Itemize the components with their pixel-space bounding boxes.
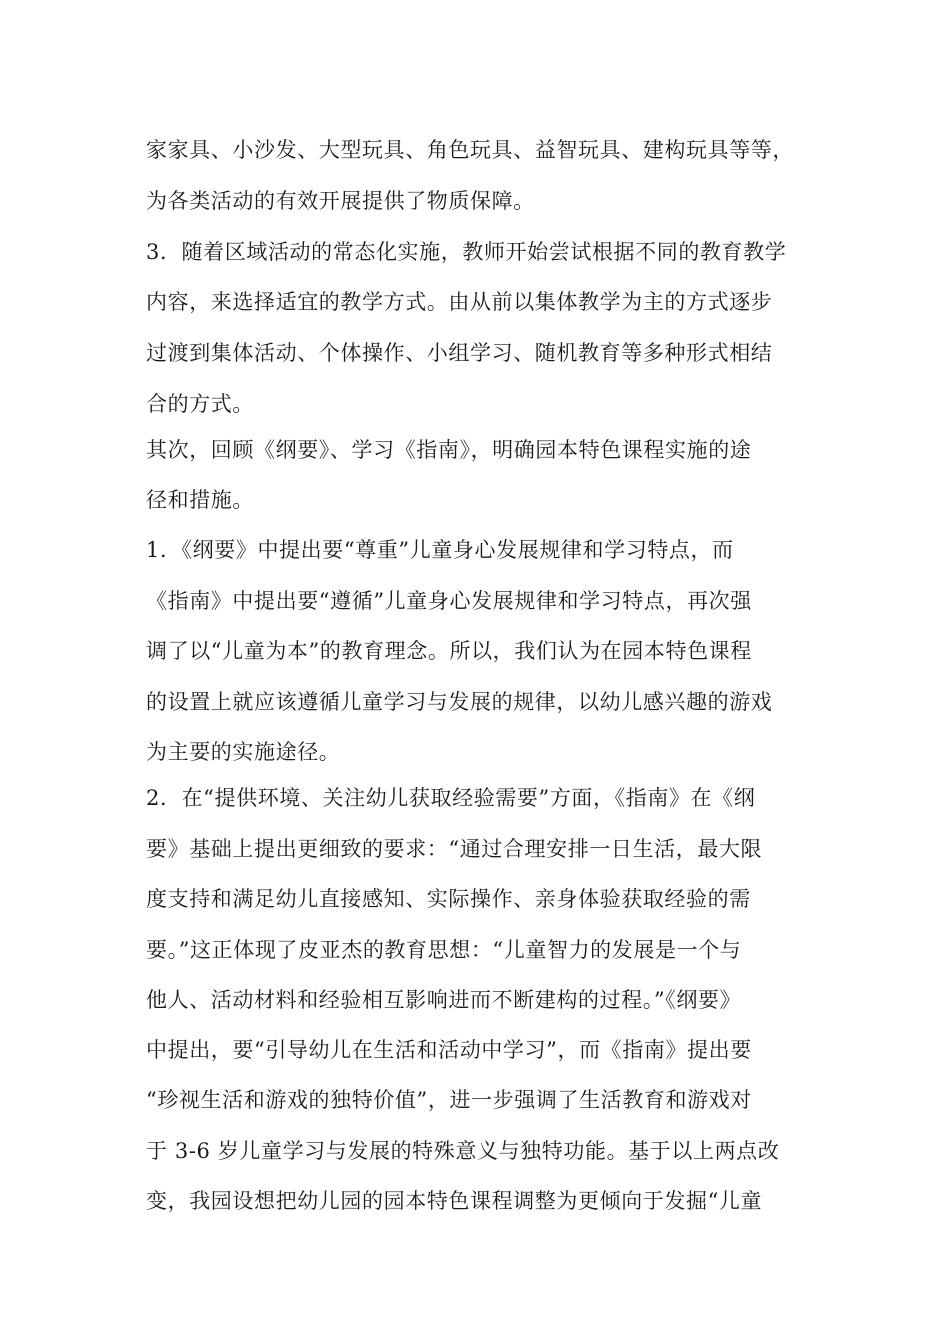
text-line: 中提出，要“引导幼儿在生活和活动中学习”，而《指南》提出要 xyxy=(146,1038,752,1062)
text-line: 度支持和满足幼儿直接感知、实际操作、亲身体验获取经验的需 xyxy=(146,887,751,911)
text-line: 于 3-6 岁儿童学习与发展的特殊意义与独特功能。基于以上两点改 xyxy=(146,1139,780,1163)
text-line: 合的方式。 xyxy=(146,392,254,416)
text-line: 他人、活动材料和经验相互影响进而不断建构的过程。”《纲要》 xyxy=(146,988,742,1012)
text-line: 3．随着区域活动的常态化实施，教师开始尝试根据不同的教育教学 xyxy=(146,240,787,264)
text-line: “珍视生活和游戏的独特价值”，进一步强调了生活教育和游戏对 xyxy=(146,1088,752,1112)
text-line: 调了以“儿童为本”的教育理念。所以，我们认为在园本特色课程 xyxy=(146,639,752,663)
text-line: 家家具、小沙发、大型玩具、角色玩具、益智玩具、建构玩具等等， xyxy=(146,138,794,162)
text-line: 《指南》中提出要“遵循”儿童身心发展规律和学习特点，再次强 xyxy=(146,589,752,613)
text-line: 径和措施。 xyxy=(146,488,254,512)
text-line: 1．《纲要》中提出要“尊重”儿童身心发展规律和学习特点，而 xyxy=(146,538,734,562)
text-line: 为主要的实施途径。 xyxy=(146,740,341,764)
text-line: 过渡到集体活动、个体操作、小组学习、随机教育等多种形式相结 xyxy=(146,341,773,365)
text-line: 内容，来选择适宜的教学方式。由从前以集体教学为主的方式逐步 xyxy=(146,290,773,314)
text-line: 变，我园设想把幼儿园的园本特色课程调整为更倾向于发掘“儿童 xyxy=(146,1189,763,1213)
text-line: 为各类活动的有效开展提供了物质保障。 xyxy=(146,189,535,213)
text-line: 要》基础上提出更细致的要求：“通过合理安排一日生活，最大限 xyxy=(146,837,763,861)
text-line: 要。”这正体现了皮亚杰的教育思想：“儿童智力的发展是一个与 xyxy=(146,938,742,962)
text-line: 2．在“提供环境、关注幼儿获取经验需要”方面，《指南》在《纲 xyxy=(146,786,756,810)
text-line: 其次，回顾《纲要》、学习《指南》，明确园本特色课程实施的途 xyxy=(146,438,752,462)
text-line: 的设置上就应该遵循儿童学习与发展的规律，以幼儿感兴趣的游戏 xyxy=(146,690,773,714)
